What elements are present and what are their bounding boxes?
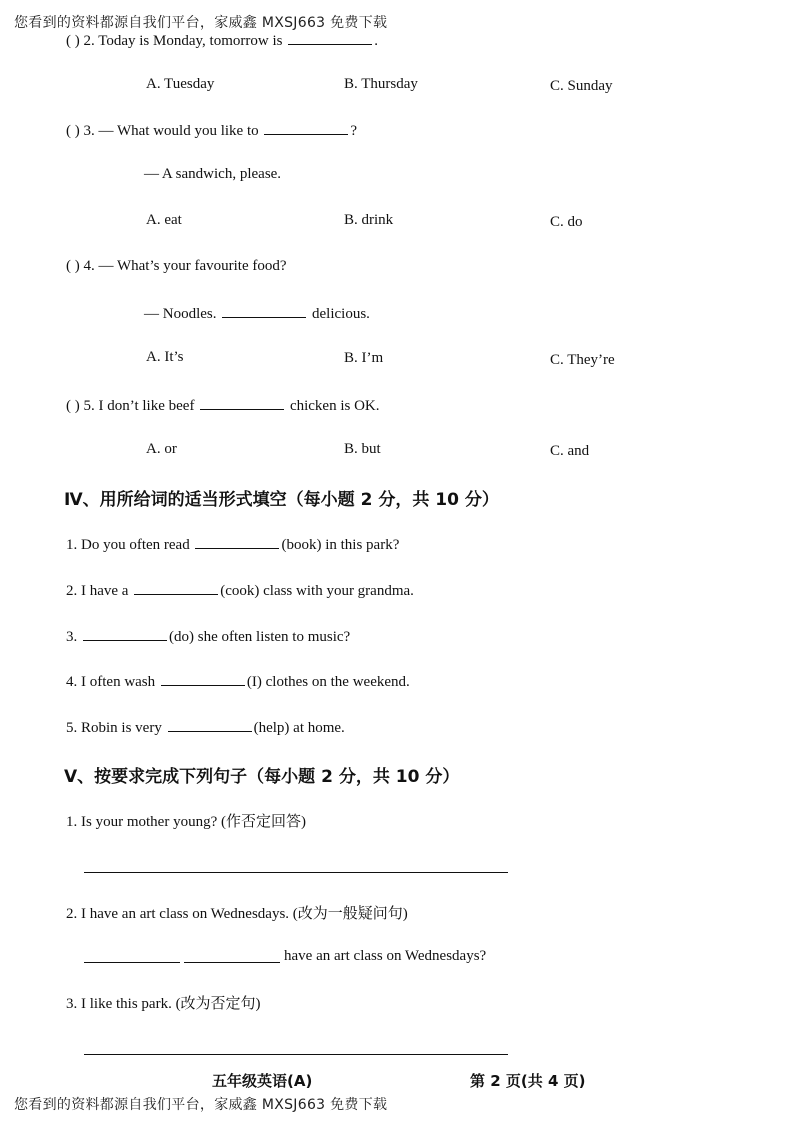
answer-blank[interactable] xyxy=(222,303,306,318)
answer-blank[interactable] xyxy=(161,671,245,686)
question-3-reply: — A sandwich, please. xyxy=(144,166,282,182)
rewrite-item-3 xyxy=(66,992,261,1013)
answer-paren[interactable]: ( ) xyxy=(66,258,80,274)
fill-item-2 xyxy=(66,580,414,600)
answer-blank[interactable] xyxy=(264,120,348,135)
item-number: 2. xyxy=(66,583,78,599)
item-text: Is your mother young? (作否定回答) xyxy=(81,814,306,830)
option-a[interactable]: A. or xyxy=(146,441,177,457)
fill-item-1 xyxy=(66,534,399,554)
item-number: 1. xyxy=(66,814,78,830)
item-number: 3. xyxy=(66,629,78,645)
item-text: Do you often read xyxy=(81,537,190,553)
item-text-after: (cook) class with your grandma. xyxy=(220,583,414,599)
rewrite-item-2-answer-text: have an art class on Wednesdays? xyxy=(284,948,487,964)
answer-blank-2b[interactable] xyxy=(184,962,280,963)
option-a[interactable]: A. eat xyxy=(146,212,182,228)
answer-paren[interactable]: ( ) xyxy=(66,123,80,139)
question-number: 3. xyxy=(83,123,95,139)
answer-paren[interactable]: ( ) xyxy=(66,33,80,49)
answer-blank[interactable] xyxy=(195,534,279,549)
punct: . xyxy=(374,33,378,49)
item-number: 5. xyxy=(66,720,78,736)
fill-item-4 xyxy=(66,671,410,691)
option-a[interactable]: A. Tuesday xyxy=(146,76,215,92)
answer-line-1[interactable] xyxy=(84,872,508,873)
answer-paren[interactable]: ( ) xyxy=(66,398,80,414)
rewrite-item-2 xyxy=(66,902,408,923)
question-text: — What’s your favourite food? xyxy=(98,258,287,274)
item-text: I like this park. (改为否定句) xyxy=(81,996,261,1012)
question-number: 4. xyxy=(83,258,95,274)
question-4 xyxy=(66,258,287,275)
answer-blank[interactable] xyxy=(288,30,372,45)
option-c[interactable]: C. and xyxy=(550,443,590,459)
fill-item-5 xyxy=(66,717,345,737)
answer-blank[interactable] xyxy=(83,626,167,641)
option-c[interactable]: C. do xyxy=(550,214,583,230)
option-a[interactable]: A. It’s xyxy=(146,349,184,365)
item-text: I have a xyxy=(81,583,129,599)
question-4-reply xyxy=(144,303,370,323)
option-b[interactable]: B. drink xyxy=(344,212,394,228)
answer-blank[interactable] xyxy=(134,580,218,595)
item-text: I often wash xyxy=(81,674,156,690)
footer-page-number: 第 2 页(共 4 页) xyxy=(470,1072,586,1090)
option-c[interactable]: C. They’re xyxy=(550,352,615,368)
item-text: Robin is very xyxy=(81,720,162,736)
option-b[interactable]: B. I’m xyxy=(344,350,384,366)
item-text-after: (book) in this park? xyxy=(281,537,400,553)
item-text: I have an art class on Wednesdays. (改为一般疑问句) xyxy=(81,906,408,922)
watermark-bottom: 您看到的资料都源自我们平台，家威鑫 MXSJ663 免费下载 xyxy=(14,1097,388,1113)
question-2 xyxy=(66,30,378,50)
question-text-after: chicken is OK. xyxy=(289,398,380,414)
option-b[interactable]: B. but xyxy=(344,441,381,457)
answer-blank[interactable] xyxy=(200,395,284,410)
item-text-after: (help) at home. xyxy=(253,720,345,736)
reply-text: — Noodles. xyxy=(144,306,217,322)
punct: ? xyxy=(350,123,358,139)
option-c[interactable]: C. Sunday xyxy=(550,78,613,94)
footer-subject: 五年级英语(A) xyxy=(212,1072,313,1090)
item-number: 4. xyxy=(66,674,78,690)
section-5-title: Ⅴ、按要求完成下列句子（每小题 2 分，共 10 分） xyxy=(64,767,460,787)
section-4-title: Ⅳ、用所给词的适当形式填空（每小题 2 分，共 10 分） xyxy=(64,490,499,510)
question-text: Today is Monday, tomorrow is xyxy=(98,33,283,49)
watermark-top: 您看到的资料都源自我们平台，家威鑫 MXSJ663 免费下载 xyxy=(14,15,388,31)
question-text: — What would you like to xyxy=(98,123,259,139)
item-text-after: (do) she often listen to music? xyxy=(169,629,351,645)
question-text: I don’t like beef xyxy=(98,398,195,414)
option-b[interactable]: B. Thursday xyxy=(344,76,418,92)
item-number: 1. xyxy=(66,537,78,553)
answer-blank[interactable] xyxy=(168,717,252,732)
question-number: 5. xyxy=(83,398,95,414)
answer-blank-2a[interactable] xyxy=(84,962,180,963)
question-3 xyxy=(66,120,357,140)
reply-text-after: delicious. xyxy=(312,306,370,322)
rewrite-item-1 xyxy=(66,810,306,831)
item-number: 3. xyxy=(66,996,78,1012)
answer-line-3[interactable] xyxy=(84,1054,508,1055)
question-number: 2. xyxy=(83,33,95,49)
fill-item-3 xyxy=(66,626,350,646)
item-text-after: (I) clothes on the weekend. xyxy=(246,674,410,690)
item-number: 2. xyxy=(66,906,78,922)
question-5 xyxy=(66,395,380,415)
